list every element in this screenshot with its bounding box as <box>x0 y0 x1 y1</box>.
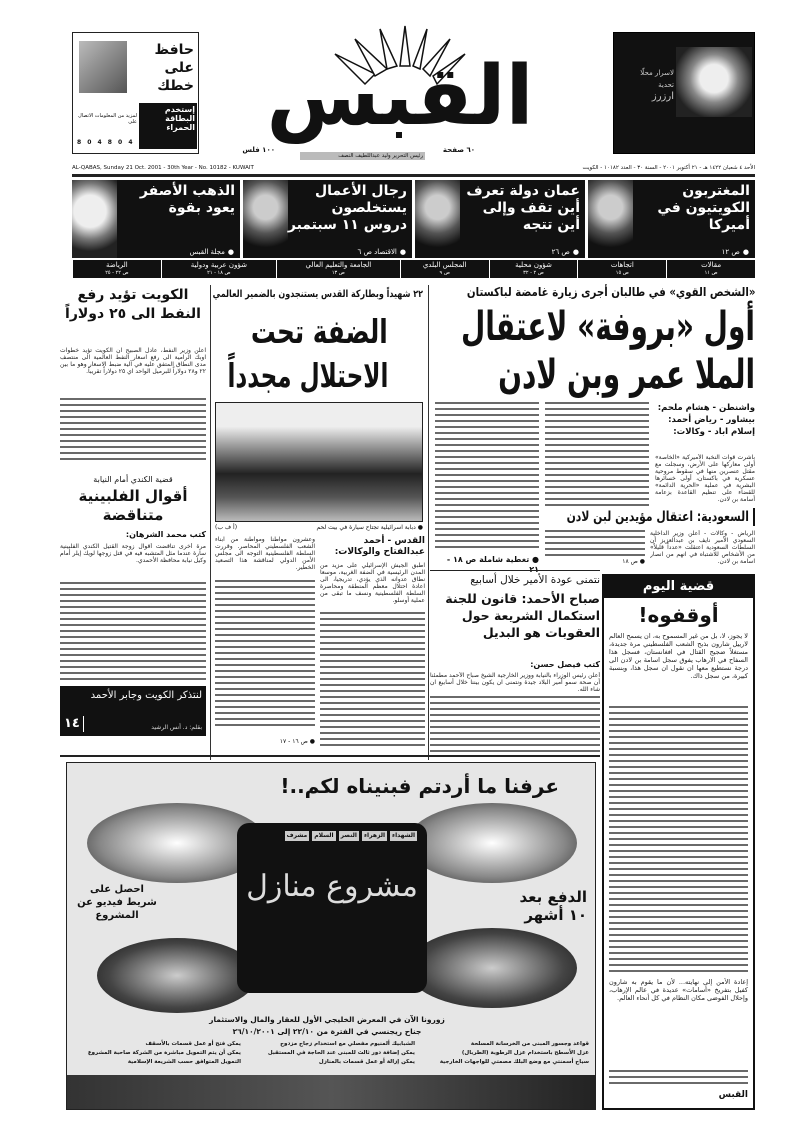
ad-offer: الدفع بعد ١٠ أشهر <box>519 888 587 924</box>
teaser-oman[interactable] <box>415 180 585 258</box>
feature-item: يمكن إضافة دور ثالث للمبنى عند الحاجة في المستقبل <box>267 1050 415 1056</box>
editor-in-chief: رئيس التحرير وليد عبداللطيف النصف <box>300 152 425 160</box>
center-story-text <box>215 580 315 730</box>
center-story-text <box>320 612 425 748</box>
issue-text <box>609 706 748 976</box>
feature-item: يمكن إزالة أو عمل قسمات بالمنازل <box>318 1059 415 1065</box>
teaser-page: ● ص ٢٦ <box>552 248 579 256</box>
issue-lede: لا يجوز، لا، بل من غير المسموح به، ان يسمح العالم لارييل شارون بذبح الشعب الفلسطيني مرة جديدة، مستغلاً ضجيج القتال في افغانستان، فسجل هذا السفاح في الارهاب يفوق سجل اسامة بن لادن الى درجة نستطيع معها ان نقول ان سجل هذا، وبنسبة كبيرة، من سجل ذاك. <box>609 632 748 680</box>
ad-area-tags: الشهداء الزهراء النصر السلام مشرف <box>286 832 415 839</box>
center-story-headline: الضفة تحت الاحتلال مجدداً <box>227 312 389 395</box>
ad-right[interactable] <box>613 32 755 154</box>
ahmad-lede: أعلن رئيس الوزراء بالنيابة ووزير الخارجية الشيخ صباح الأحمد مطمئناً أن صحة سمو أمير البلاد جيدة ونتمنى ان يكون بيننا خلال أسابيع ان شاء الله. <box>430 672 600 693</box>
teaser-photo <box>588 180 633 258</box>
teaser-photo <box>415 180 460 258</box>
teaser-page: ● مجلة القبس <box>190 248 234 256</box>
main-story-text <box>435 402 539 552</box>
teaser-expats[interactable] <box>588 180 755 258</box>
ahmad-text <box>430 696 600 752</box>
oil-lede: اعلن وزير النفط، عادل الصبيح ان الكويت تؤيد خطوات اوبك الرامية الى رفع اسعار النفط العالمية الى منتصف مدى النطاق المتفق عليه في آلية ضبط الاسعار وهو ما بين ٢٢ و٢٨ دولاراً للبرميل الواحد اي ٢٥ دولاراً تقريباً. <box>60 347 206 375</box>
photo-caption: ● دبابة اسرائيلية تجتاح سيارة في بيت لحم <box>316 524 423 531</box>
oil-text <box>60 398 206 462</box>
section-articles[interactable]: مقالات ص ١١ <box>666 260 755 278</box>
column-title: لنتذكر الكويت وجابر الأحمد <box>90 690 202 701</box>
philippine-byline: كتب محمد الشرهان: <box>125 530 206 539</box>
ad-left-small: لمزيد من المعلومات الاتصال على <box>78 113 137 125</box>
oil-headline: الكويت تؤيد رفع النفط الى ٢٥ دولاراً <box>65 287 201 322</box>
house-photo <box>97 938 257 1013</box>
ad-right-line2: تحدية <box>658 81 674 89</box>
saudi-page: ● ص ١٨ <box>622 558 645 565</box>
manazel-ad[interactable] <box>66 762 596 1110</box>
teaser-gold[interactable] <box>72 180 240 258</box>
center-story-page: ● ص ١٦ - ١٧ <box>279 738 315 745</box>
philippine-kicker: قضية الكندي أمام النيابة <box>93 475 173 484</box>
ad-left-banner <box>139 103 197 149</box>
feature-item: التمويل المتوافق حسب الشريعة الإسلامية <box>127 1059 241 1065</box>
center-story-lede: اطبق الجيش الإسرائيلي على مزيد من المدن الرئيسية في الضفة الغربية، موسعا نطاق عدوانه الذي يؤدي، تدريجيا، الى اعادة احتلال معظم المنطقة ومحاصرة السلطة الفلسطينية ونسف ما تبقى من عملية أوسلو. <box>320 562 425 604</box>
ad-right-line1: لاسرار محلّا <box>640 69 674 77</box>
ahmad-headline: صباح الأحمد: قانون للجنة استكمال الشريعة حول العقوبات هو البديل <box>445 591 600 640</box>
date-line-en: AL-QABAS, Sunday 21 Oct. 2001 - 30th Year - No. 10182 - KUWAIT <box>72 165 254 171</box>
date-line-ar: الأحد ٤ شعبان ١٤٢٢ هـ - ٢١ أكتوبر ٢٠٠١ - السنة ٣٠ - العدد ١٠١٨٢ - الكويت <box>582 165 755 171</box>
feature-item: الشبابيك ألمنيوم مفصلي مع استخدام زجاج مزدوج <box>280 1041 415 1047</box>
ad-right-image <box>676 47 752 117</box>
feature-item: يمكن فتح أو عمل قسمات بالأسقف <box>145 1041 241 1047</box>
philippine-headline: أقوال الفلبينية متناقضة <box>78 487 188 524</box>
issue-signature: القبس <box>718 1090 748 1100</box>
teaser-business[interactable] <box>243 180 412 258</box>
issue-headline: أوقفوه! <box>638 603 719 627</box>
main-story-byline: واشنطن - هشام ملحم: بيشاور - رياض أحمد: إسلام اباد - وكالات: <box>657 403 755 437</box>
main-story-kicker: «الشخص القوي» في طالبان أجرى زيارة غامضة لباكستان <box>466 285 755 299</box>
feature-item: عزل الأسطح باستخدام عزل الرطوبة (الطربال) <box>461 1050 589 1056</box>
ad-expo: زورونا الآن في المعرض الخليجي الأول للعقار والمال والاستثمار <box>209 1015 445 1024</box>
phone-card-image <box>79 41 127 93</box>
column-page: ١٤ <box>64 716 84 732</box>
ad-left-phone: 8 0 4 8 0 4 <box>77 139 135 146</box>
teaser-title: الذهب الأصفر يعود بقوة <box>139 183 235 216</box>
main-story-lede: باشرت قوات النخبة الأميركية «الخاصة» أولى معاركها على الأرض، وسجلت مع مقتل عنصرين منها في سقوط مروحية عسكرية في باكستان، أولى خسائرها البشرية في عملية «الحرية الدائمة» للقضاء على تنظيم القاعدة بزعامة أسامة بن لادن. <box>655 454 755 503</box>
section-nav <box>72 260 755 278</box>
column-rule <box>428 285 429 760</box>
section-rule <box>430 570 600 571</box>
saudi-headline: السعودية: اعتقال مؤيدين لبن لادن <box>545 508 755 526</box>
house-photo <box>407 928 577 1008</box>
ahmad-byline: كتب فيصل حسن: <box>530 660 600 669</box>
page-count: ٦٠ صفحة <box>442 146 475 154</box>
logo-text: القبس <box>266 49 534 144</box>
section-sports[interactable]: الرياضة ص ٢٢ - ٢٥ <box>72 260 161 278</box>
tank-photo <box>215 402 423 522</box>
column-author: بقلم: د. أنس الرشيد <box>151 724 202 731</box>
feature-item: يمكن أن يتم التمويل مباشرة من الشركة صاحبة المشروع <box>87 1050 241 1056</box>
teaser-title: المغتربون الكويتيون في أميركا <box>657 183 750 233</box>
section-university[interactable]: الجامعة والتعليم العالي ص ١٣ <box>276 260 400 278</box>
masthead-rule <box>72 174 755 177</box>
ad-features <box>73 1041 589 1066</box>
section-rule <box>60 755 600 757</box>
section-municipal[interactable]: المجلس البلدي ص ٩ <box>400 260 489 278</box>
column-box[interactable] <box>60 686 206 736</box>
section-local[interactable]: شؤون محلية ص ٢ - ٣٢ <box>489 260 578 278</box>
ad-right-line3: ارزرز <box>651 91 674 102</box>
saudi-text <box>545 530 645 556</box>
feature-item: سياج أسمنتي مع وضع البلك مصمتي للواجهات الخارجية <box>439 1059 589 1065</box>
price: ١٠٠ فلس <box>242 146 275 154</box>
center-story-byline: القدس - أحمد عبدالفتاح والوكالات: <box>334 536 425 557</box>
teaser-page: ● الاقتصاد ص ٦ <box>357 248 406 256</box>
philippine-text <box>60 582 206 680</box>
project-name: مشروع منازل <box>246 869 418 904</box>
teaser-title: رجال الأعمال يستخلصون دروس ١١ سبتمبر <box>287 183 407 233</box>
ad-dates: جناح ريجنسي في الفترة من ٢٢/١٠ إلى ٢٦/١٠/٢٠٠١ <box>232 1027 422 1036</box>
house-photo <box>407 803 577 883</box>
ad-video: احصل على شريط فيديو عن المشروع <box>77 884 157 921</box>
saudi-lede: الرياض - وكالات - أعلن وزير الداخلية السعودي الأمير نايف بن عبدالعزيز أن السلطات السعودية اعتقلت «عدداً قليلاً» من الأشخاص للاشتباه في انهم من انصار اسامة بن لادن. <box>650 530 755 565</box>
main-story-headline: أول «بروفة» لاعتقال الملا عمر وبن لادن <box>461 304 755 398</box>
teaser-page: ● ص ١٢ <box>722 248 749 256</box>
issue-of-the-day-box <box>602 574 755 1110</box>
column-rule <box>210 285 211 760</box>
teaser-photo <box>72 180 117 258</box>
section-arab-intl[interactable]: شؤون عربية ودولية ص ١٨ - ٢١ <box>161 260 276 278</box>
teaser-photo <box>243 180 288 258</box>
photo-credit: (أ ف ب) <box>215 524 238 531</box>
main-story-more: ● تغطية شاملة ص ١٨ - <box>446 555 539 564</box>
issue-ending: إعادة الأمن إلى نهايته... لأن ما يقوم به شارون كفيل بتفريخ «أسامات» عديدة في عالم الإرهاب، وإحلال الفوضى مكان النظام في كل أنحاء العالم. <box>609 978 748 1002</box>
teaser-title: عمان دولة تعرف أين تقف وإلى أين تتجه <box>466 183 580 233</box>
issue-label: قضية اليوم <box>604 576 753 598</box>
section-trends[interactable]: اتجاهات ص ١٥ <box>577 260 666 278</box>
newspaper-logo <box>215 24 585 144</box>
ad-center-panel <box>237 823 427 993</box>
ad-footer-band <box>67 1075 596 1110</box>
ad-left[interactable] <box>72 32 199 154</box>
ad-left-title: حافظ على خطك <box>154 42 194 94</box>
ad-headline: عرفنا ما أردتم فبنيناه لكم..! <box>280 774 559 798</box>
feature-item: قواعد وجسور المبنى من الخرسانة المسلحة <box>470 1041 589 1047</box>
main-story-text <box>545 402 649 506</box>
center-story-col2: وعشرون مواطنا ومواطنة من ابناء الشعب الفلسطيني المحاصر. وقررت السلطة الفلسطينية التوجه الى مجلس الأمن الدولي لمناقشة هذا التصعيد الخطير. <box>215 536 315 571</box>
ahmad-kicker: نتمنى عودة الأمير خلال أسابيع <box>470 574 600 586</box>
center-story-kicker: ٢٢ شهيداً وبطاركة القدس يستنجدون بالضمير العالمي <box>212 289 423 300</box>
philippine-lede: مرة أخرى تناقضت أقوال زوجة القتيل الكندي الفلبينية سارة عندما مثل المتشبه فيه في قتل زوجها لويك إيلر أمام وكيل نيابة محافظة الأحمدي. <box>60 543 206 564</box>
issue-text <box>609 1070 748 1086</box>
ad-left-subtitle: إستخدم البطاقة الحمراء <box>164 105 195 132</box>
